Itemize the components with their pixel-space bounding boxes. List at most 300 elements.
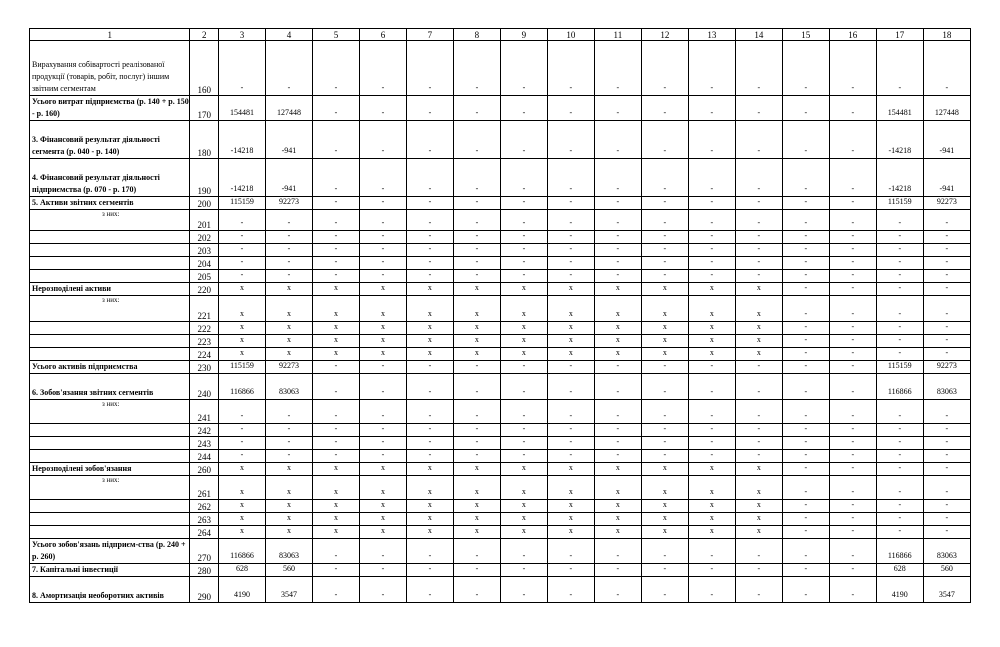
value-cell: - <box>312 424 359 437</box>
value-cell: - <box>594 41 641 96</box>
value-cell: x <box>735 500 782 513</box>
value-cell: - <box>453 197 500 210</box>
value-cell: - <box>547 159 594 197</box>
value-cell: - <box>547 361 594 374</box>
table-row <box>30 437 971 450</box>
row-code: 180 <box>190 121 219 159</box>
column-number-header: 17 <box>876 29 923 41</box>
value-cell: x <box>406 348 453 361</box>
table-row <box>30 526 971 539</box>
row-label: 6. Зобов'язання звітних сегментів <box>30 374 190 400</box>
value-cell: - <box>406 564 453 577</box>
value-cell: x <box>500 526 547 539</box>
value-cell: - <box>829 577 876 603</box>
value-cell: - <box>641 437 688 450</box>
row-code: 240 <box>190 374 219 400</box>
value-cell: - <box>312 450 359 463</box>
value-cell: - <box>594 400 641 424</box>
row-label: з них: <box>30 476 190 500</box>
value-cell: x <box>735 296 782 322</box>
table-row <box>30 296 971 322</box>
value-cell: x <box>406 296 453 322</box>
value-cell: - <box>594 577 641 603</box>
column-number-header: 8 <box>453 29 500 41</box>
value-cell: - <box>782 526 829 539</box>
value-cell: - <box>265 450 312 463</box>
value-cell: - <box>782 500 829 513</box>
value-cell: - <box>312 374 359 400</box>
row-label: з них: <box>30 210 190 231</box>
value-cell: - <box>406 96 453 121</box>
value-cell: - <box>735 270 782 283</box>
column-number-header: 9 <box>500 29 547 41</box>
value-cell: 560 <box>923 564 970 577</box>
value-cell: - <box>312 361 359 374</box>
value-cell: - <box>359 424 406 437</box>
value-cell: - <box>829 121 876 159</box>
table-row <box>30 96 971 121</box>
value-cell: - <box>782 361 829 374</box>
value-cell: x <box>500 463 547 476</box>
value-cell: x <box>219 463 266 476</box>
row-code: 222 <box>190 322 219 335</box>
value-cell: - <box>688 257 735 270</box>
value-cell: - <box>876 400 923 424</box>
value-cell: - <box>406 270 453 283</box>
value-cell: x <box>500 476 547 500</box>
value-cell: x <box>219 513 266 526</box>
value-cell: - <box>923 231 970 244</box>
value-cell: - <box>547 400 594 424</box>
value-cell: - <box>876 437 923 450</box>
value-cell: x <box>688 513 735 526</box>
value-cell: x <box>219 335 266 348</box>
value-cell: - <box>782 41 829 96</box>
value-cell: 154481 <box>876 96 923 121</box>
table-row <box>30 348 971 361</box>
value-cell: 4190 <box>219 577 266 603</box>
value-cell: - <box>923 335 970 348</box>
value-cell: - <box>641 121 688 159</box>
value-cell: x <box>641 322 688 335</box>
value-cell: - <box>453 400 500 424</box>
value-cell: - <box>735 400 782 424</box>
value-cell: x <box>453 296 500 322</box>
value-cell: - <box>265 41 312 96</box>
value-cell: - <box>876 244 923 257</box>
value-cell: - <box>782 564 829 577</box>
value-cell: 92273 <box>265 361 312 374</box>
value-cell: - <box>735 41 782 96</box>
value-cell: - <box>782 296 829 322</box>
row-label: Нерозподілені активи <box>30 283 190 296</box>
value-cell: x <box>265 335 312 348</box>
value-cell: - <box>359 437 406 450</box>
value-cell: x <box>735 476 782 500</box>
value-cell: - <box>453 257 500 270</box>
value-cell: 116866 <box>219 374 266 400</box>
value-cell: x <box>219 296 266 322</box>
value-cell: - <box>923 526 970 539</box>
value-cell: - <box>406 539 453 564</box>
row-label: з них: <box>30 296 190 322</box>
value-cell: - <box>265 400 312 424</box>
value-cell: x <box>406 322 453 335</box>
value-cell: - <box>735 231 782 244</box>
segment-report-sheet <box>29 28 971 603</box>
value-cell: x <box>312 322 359 335</box>
value-cell: - <box>735 244 782 257</box>
table-row <box>30 500 971 513</box>
column-number-header: 3 <box>219 29 266 41</box>
table-row <box>30 450 971 463</box>
row-code: 205 <box>190 270 219 283</box>
row-code: 223 <box>190 335 219 348</box>
value-cell: - <box>782 539 829 564</box>
value-cell: - <box>312 270 359 283</box>
value-cell: - <box>312 577 359 603</box>
value-cell: x <box>594 463 641 476</box>
value-cell: - <box>641 400 688 424</box>
value-cell: 83063 <box>923 539 970 564</box>
value-cell: x <box>641 463 688 476</box>
value-cell: - <box>406 41 453 96</box>
value-cell: - <box>829 41 876 96</box>
row-label: Нерозподілені зобов'язання <box>30 463 190 476</box>
value-cell: - <box>688 210 735 231</box>
value-cell: - <box>782 400 829 424</box>
row-code: 190 <box>190 159 219 197</box>
value-cell: x <box>219 322 266 335</box>
value-cell: 115159 <box>876 361 923 374</box>
column-number-header: 10 <box>547 29 594 41</box>
table-row <box>30 270 971 283</box>
value-cell: x <box>406 476 453 500</box>
value-cell: -14218 <box>219 121 266 159</box>
value-cell: - <box>829 270 876 283</box>
segment-report-table <box>29 28 971 603</box>
table-row <box>30 283 971 296</box>
value-cell: x <box>359 283 406 296</box>
value-cell: - <box>782 476 829 500</box>
value-cell: - <box>500 361 547 374</box>
value-cell: - <box>453 539 500 564</box>
value-cell: - <box>688 437 735 450</box>
value-cell: - <box>500 121 547 159</box>
value-cell: - <box>876 335 923 348</box>
column-number-header: 14 <box>735 29 782 41</box>
value-cell: - <box>641 270 688 283</box>
value-cell: - <box>312 564 359 577</box>
table-row <box>30 121 971 159</box>
value-cell: x <box>547 283 594 296</box>
value-cell: x <box>594 322 641 335</box>
value-cell: - <box>782 450 829 463</box>
value-cell: x <box>312 283 359 296</box>
table-row <box>30 374 971 400</box>
value-cell: - <box>500 564 547 577</box>
column-number-header: 1 <box>30 29 190 41</box>
value-cell: - <box>782 463 829 476</box>
row-label <box>30 322 190 335</box>
value-cell: - <box>735 374 782 400</box>
value-cell: x <box>688 348 735 361</box>
value-cell: - <box>688 374 735 400</box>
value-cell: - <box>782 159 829 197</box>
value-cell: x <box>453 513 500 526</box>
value-cell: x <box>312 296 359 322</box>
value-cell: x <box>265 476 312 500</box>
value-cell: - <box>735 257 782 270</box>
value-cell: - <box>688 231 735 244</box>
value-cell: x <box>547 463 594 476</box>
value-cell: - <box>782 210 829 231</box>
value-cell: - <box>829 96 876 121</box>
value-cell: x <box>688 476 735 500</box>
value-cell: x <box>688 283 735 296</box>
value-cell: - <box>406 210 453 231</box>
value-cell: - <box>453 437 500 450</box>
value-cell: - <box>641 159 688 197</box>
value-cell: x <box>359 476 406 500</box>
value-cell: x <box>547 476 594 500</box>
value-cell: - <box>312 539 359 564</box>
value-cell: 115159 <box>219 197 266 210</box>
value-cell: x <box>359 513 406 526</box>
value-cell: - <box>406 437 453 450</box>
value-cell: - <box>359 374 406 400</box>
value-cell: - <box>782 513 829 526</box>
row-label <box>30 437 190 450</box>
value-cell: - <box>453 159 500 197</box>
value-cell: 116866 <box>219 539 266 564</box>
value-cell: 83063 <box>265 374 312 400</box>
value-cell: - <box>219 424 266 437</box>
value-cell: x <box>547 296 594 322</box>
value-cell: - <box>406 424 453 437</box>
value-cell: - <box>547 121 594 159</box>
table-row <box>30 231 971 244</box>
value-cell: - <box>500 197 547 210</box>
value-cell: x <box>359 335 406 348</box>
value-cell: - <box>688 450 735 463</box>
value-cell: - <box>453 210 500 231</box>
row-code: 260 <box>190 463 219 476</box>
value-cell: - <box>453 564 500 577</box>
value-cell: - <box>641 197 688 210</box>
value-cell: - <box>453 121 500 159</box>
value-cell: - <box>547 41 594 96</box>
table-body <box>30 29 971 603</box>
value-cell: - <box>359 159 406 197</box>
value-cell: - <box>594 197 641 210</box>
row-label: Усього активів підприємства <box>30 361 190 374</box>
row-code: 263 <box>190 513 219 526</box>
value-cell: - <box>406 450 453 463</box>
value-cell: - <box>500 257 547 270</box>
value-cell: - <box>829 197 876 210</box>
value-cell: - <box>359 244 406 257</box>
value-cell: - <box>406 197 453 210</box>
value-cell: - <box>641 96 688 121</box>
value-cell: - <box>923 210 970 231</box>
value-cell: - <box>500 231 547 244</box>
value-cell: - <box>735 450 782 463</box>
value-cell: - <box>735 121 782 159</box>
value-cell: - <box>829 476 876 500</box>
table-row <box>30 244 971 257</box>
value-cell: - <box>688 400 735 424</box>
value-cell: - <box>829 450 876 463</box>
row-code: 290 <box>190 577 219 603</box>
row-label <box>30 526 190 539</box>
value-cell: - <box>829 361 876 374</box>
value-cell: - <box>594 424 641 437</box>
value-cell: x <box>594 476 641 500</box>
value-cell: x <box>219 500 266 513</box>
value-cell: - <box>547 210 594 231</box>
value-cell: -14218 <box>876 121 923 159</box>
value-cell: - <box>735 159 782 197</box>
value-cell: - <box>547 450 594 463</box>
value-cell: - <box>312 197 359 210</box>
row-label: Вирахування собівартості реалізованої продукції (товарів, робіт, послуг) іншим звітним сегментам <box>30 41 190 96</box>
row-label <box>30 231 190 244</box>
value-cell: - <box>923 270 970 283</box>
row-code: 244 <box>190 450 219 463</box>
value-cell: - <box>219 244 266 257</box>
value-cell: - <box>359 270 406 283</box>
value-cell: x <box>500 500 547 513</box>
value-cell: - <box>829 374 876 400</box>
value-cell: - <box>312 41 359 96</box>
value-cell: - <box>735 437 782 450</box>
value-cell: x <box>641 476 688 500</box>
value-cell: - <box>735 210 782 231</box>
value-cell: - <box>453 424 500 437</box>
value-cell: - <box>641 244 688 257</box>
value-cell: - <box>219 437 266 450</box>
value-cell: - <box>782 424 829 437</box>
row-label <box>30 450 190 463</box>
value-cell: - <box>876 41 923 96</box>
value-cell: 92273 <box>923 361 970 374</box>
value-cell: - <box>359 257 406 270</box>
value-cell: - <box>547 257 594 270</box>
value-cell: - <box>688 270 735 283</box>
value-cell: - <box>782 197 829 210</box>
value-cell: - <box>500 450 547 463</box>
value-cell: - <box>359 539 406 564</box>
value-cell: x <box>641 296 688 322</box>
value-cell: - <box>735 424 782 437</box>
row-label <box>30 270 190 283</box>
value-cell: x <box>406 500 453 513</box>
value-cell: - <box>782 577 829 603</box>
value-cell: 83063 <box>265 539 312 564</box>
value-cell: x <box>688 322 735 335</box>
value-cell: x <box>641 513 688 526</box>
value-cell: - <box>688 244 735 257</box>
value-cell: - <box>641 424 688 437</box>
row-code: 280 <box>190 564 219 577</box>
value-cell: x <box>312 476 359 500</box>
value-cell: x <box>312 513 359 526</box>
value-cell: x <box>406 513 453 526</box>
value-cell: 116866 <box>876 539 923 564</box>
value-cell: x <box>594 296 641 322</box>
value-cell: x <box>359 322 406 335</box>
value-cell: - <box>829 159 876 197</box>
value-cell: - <box>359 400 406 424</box>
value-cell: - <box>453 374 500 400</box>
value-cell: - <box>500 539 547 564</box>
value-cell: - <box>594 361 641 374</box>
row-code: 204 <box>190 257 219 270</box>
value-cell: - <box>265 244 312 257</box>
value-cell: - <box>923 348 970 361</box>
value-cell: - <box>594 231 641 244</box>
value-cell: x <box>359 500 406 513</box>
value-cell: - <box>735 564 782 577</box>
value-cell: - <box>312 231 359 244</box>
value-cell: x <box>453 322 500 335</box>
value-cell: - <box>688 564 735 577</box>
value-cell: - <box>265 210 312 231</box>
value-cell: - <box>876 283 923 296</box>
value-cell: x <box>453 463 500 476</box>
value-cell: - <box>876 476 923 500</box>
value-cell: 115159 <box>876 197 923 210</box>
value-cell: x <box>735 463 782 476</box>
value-cell: - <box>594 121 641 159</box>
value-cell: - <box>923 513 970 526</box>
row-label: 7. Капітальні інвестиції <box>30 564 190 577</box>
value-cell: - <box>406 361 453 374</box>
value-cell: - <box>219 450 266 463</box>
value-cell: x <box>547 500 594 513</box>
row-code: 201 <box>190 210 219 231</box>
value-cell: - <box>219 400 266 424</box>
value-cell: x <box>312 500 359 513</box>
value-cell: x <box>406 283 453 296</box>
value-cell: - <box>782 121 829 159</box>
value-cell: 3547 <box>265 577 312 603</box>
value-cell: - <box>359 41 406 96</box>
value-cell: x <box>735 348 782 361</box>
table-row <box>30 476 971 500</box>
value-cell: x <box>594 513 641 526</box>
value-cell: - <box>406 159 453 197</box>
value-cell: - <box>829 564 876 577</box>
value-cell: - <box>923 424 970 437</box>
value-cell: 4190 <box>876 577 923 603</box>
value-cell: x <box>312 335 359 348</box>
table-row <box>30 41 971 96</box>
value-cell: 83063 <box>923 374 970 400</box>
value-cell: - <box>782 231 829 244</box>
value-cell: x <box>500 322 547 335</box>
value-cell: x <box>265 348 312 361</box>
value-cell: - <box>782 374 829 400</box>
value-cell: - <box>688 539 735 564</box>
row-code: 261 <box>190 476 219 500</box>
value-cell: - <box>594 450 641 463</box>
value-cell: - <box>829 526 876 539</box>
value-cell: - <box>876 500 923 513</box>
value-cell: - <box>312 121 359 159</box>
value-cell: - <box>829 335 876 348</box>
